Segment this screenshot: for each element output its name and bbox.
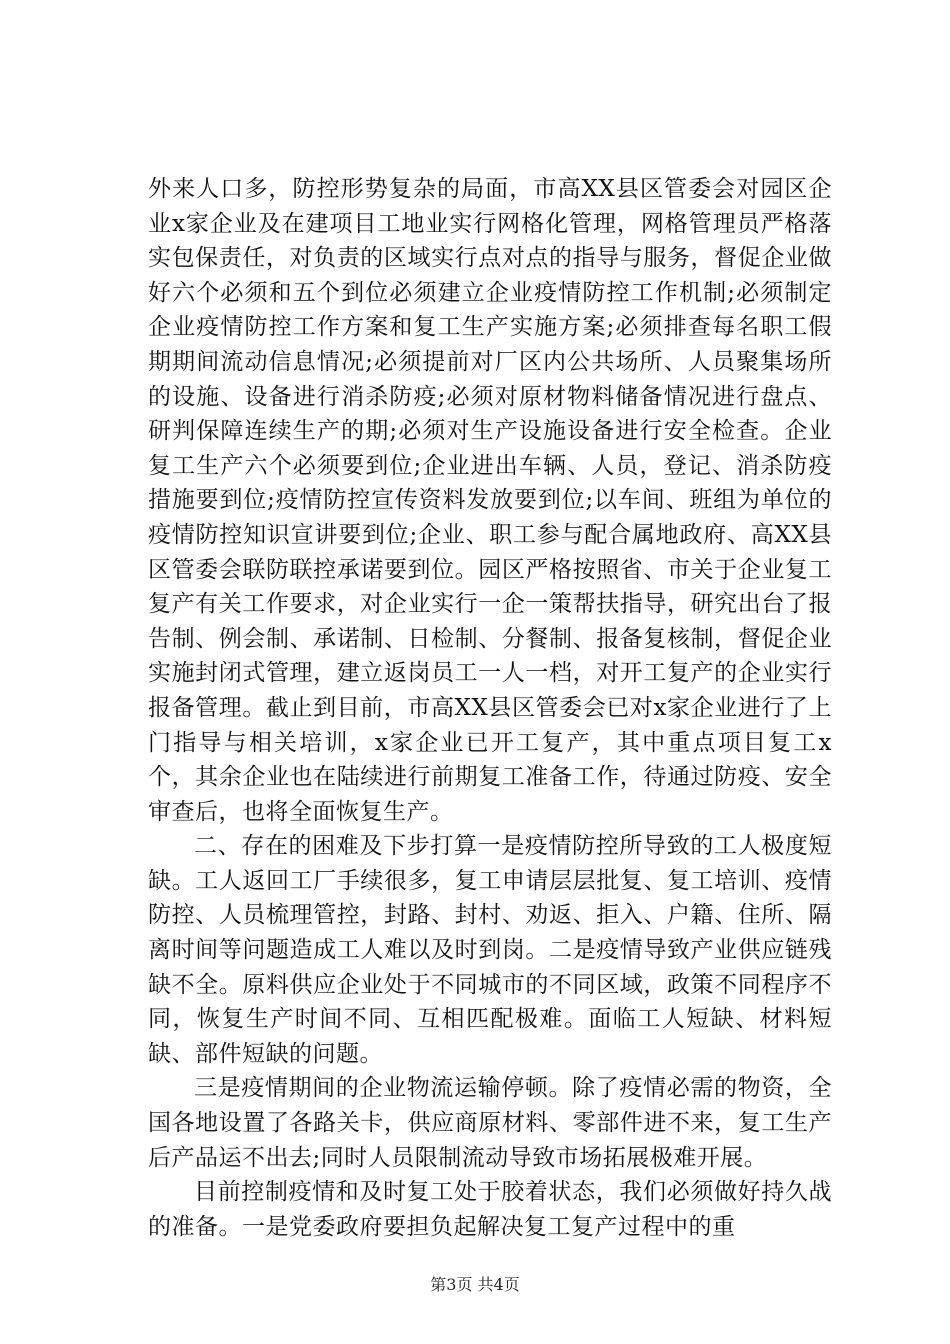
paragraph-2: 二、存在的困难及下步打算一是疫情防控所导致的工人极度短缺。工人返回工厂手续很多，复工申请层层批复、复工培训、疫情防控、人员梳理管控，封路、封村、劝返、拒入、户籍、住所、隔离时间等问题造成工人难以及时到岗。二是疫情导致产业供应链残缺不全。原料供应企业处于不同城市的不同区域，政策不同程序不同，恢复生产时间不同、互相匹配极难。面临工人短缺、材料短缺、部件短缺的问题。 xyxy=(148,833,832,1067)
paragraph-4: 目前控制疫情和及时复工处于胶着状态，我们必须做好持久战的准备。一是党委政府要担负起解决复工复产过程中的重 xyxy=(148,1179,832,1240)
page-footer: 第3页 共4页 xyxy=(430,1275,520,1294)
body-text xyxy=(148,172,832,1244)
paragraph-3: 三是疫情期间的企业物流运输停顿。除了疫情必需的物资，全国各地设置了各路关卡，供应商原材料、零部件进不来，复工生产后产品运不出去;同时人员限制流动导致市场拓展极难开展。 xyxy=(148,1075,832,1171)
paragraph-1: 外来人口多，防控形势复杂的局面，市高XX县区管委会对园区企业x家企业及在建项目工地业实行网格化管理，网格管理员严格落实包保责任，对负责的区域实行点对点的指导与服务，督促企业做好六个必须和五个到位必须建立企业疫情防控工作机制;必须制定企业疫情防控工作方案和复工生产实施方案;必须排查每名职工假期期间流动信息情况;必须提前对厂区内公共场所、人员聚集场所的设施、设备进行消杀防疫;必须对原材物料储备情况进行盘点、研判保障连续生产的期;必须对生产设施设备进行安全检查。企业复工生产六个必须要到位;企业进出车辆、人员，登记、消杀防疫措施要到位;疫情防控宣传资料发放要到位;以车间、班组为单位的疫情防控知识宣讲要到位;企业、职工参与配合属地政府、高XX县区管委会联防联控承诺要到位。园区严格按照省、市关于企业复工复产有关工作要求，对企业实行一企一策帮扶指导，研究出台了报告制、例会制、承诺制、日检制、分餐制、报备复核制，督促企业实施封闭式管理，建立返岗员工一人一档，对开工复产的企业实行报备管理。截止到目前，市高XX县区管委会已对x家企业进行了上门指导与相关培训，x家企业已开工复产，其中重点项目复工x个，其余企业也在陆续进行前期复工准备工作，待通过防疫、安全审查后，也将全面恢复生产。 xyxy=(148,176,832,825)
